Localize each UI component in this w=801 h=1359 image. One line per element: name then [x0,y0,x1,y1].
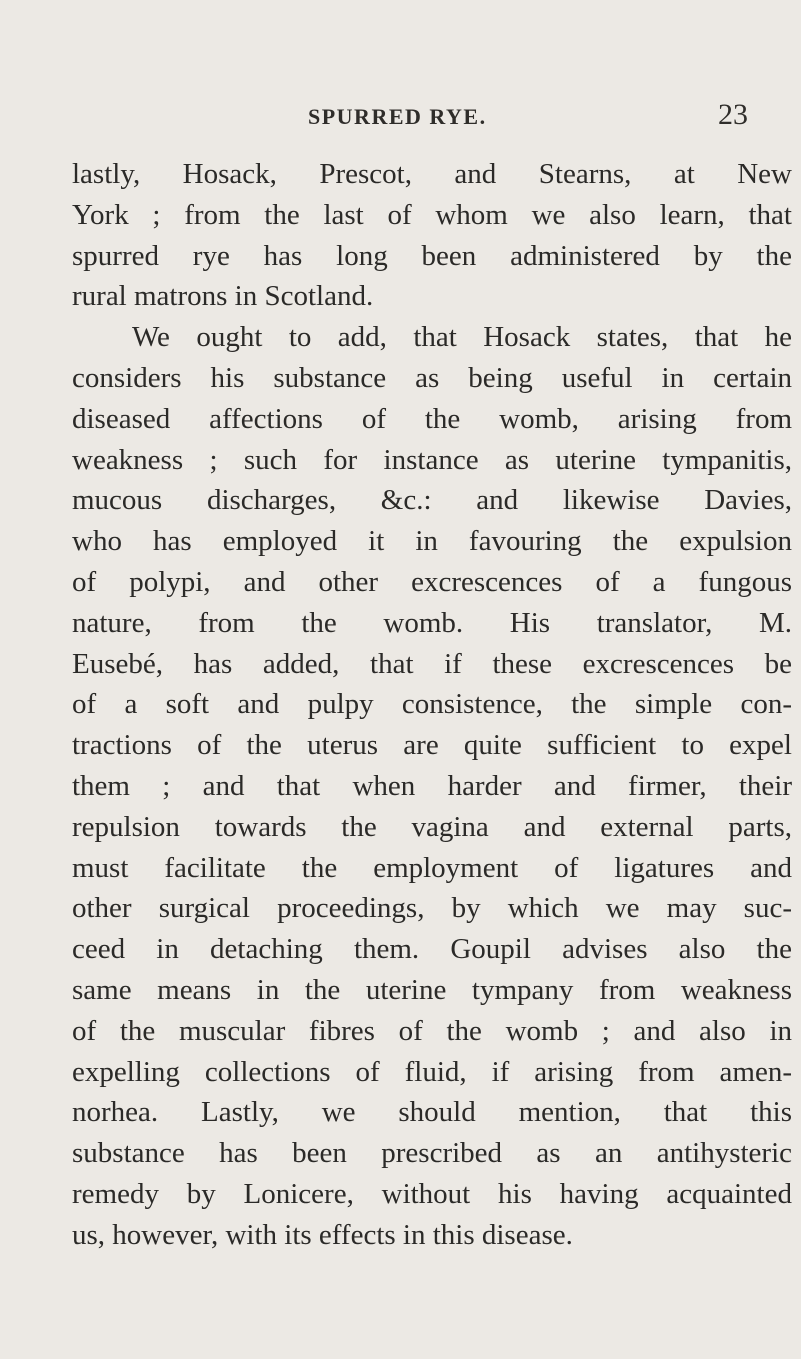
body-text [72,154,792,1256]
text-line-paragraph-start: We ought to add, that Hosack states, that he [132,321,792,354]
text-line: of a soft and pulpy consistence, the simple con- [72,688,792,721]
text-line: remedy by Lonicere, without his having acquainted [72,1177,792,1210]
text-line: must facilitate the employment of ligatures and [72,851,792,884]
text-line: them ; and that when harder and firmer, their [72,769,792,802]
text-line: same means in the uterine tympany from weakness [72,973,792,1006]
text-line: ceed in detaching them. Goupil advises also the [72,933,792,966]
text-line: norhea. Lastly, we should mention, that this [72,1096,792,1129]
text-line: substance has been prescribed as an antihysteric [72,1137,792,1170]
text-line: us, however, with its effects in this disease. [72,1218,573,1251]
text-line: mucous discharges, &c.: and likewise Davies, [72,484,792,517]
text-line: repulsion towards the vagina and external parts, [72,810,792,843]
text-line: considers his substance as being useful in certain [72,361,792,394]
text-line: lastly, Hosack, Prescot, and Stearns, at New [72,158,792,190]
text-line: nature, from the womb. His translator, M. [72,606,792,639]
text-line: other surgical proceedings, by which we may suc- [72,892,792,925]
text-line: of polypi, and other excrescences of a fungous [72,565,792,598]
text-line: of the muscular fibres of the womb ; and also in [72,1014,792,1047]
text-line: Eusebé, has added, that if these excrescences be [72,647,792,680]
text-line: diseased affections of the womb, arising from [72,402,792,435]
text-line: expelling collections of fluid, if arising from amen- [72,1055,792,1088]
text-line: weakness ; such for instance as uterine tympanitis, [72,443,792,476]
page-number: 23 [718,98,748,131]
text-line: York ; from the last of whom we also learn, that [72,198,792,231]
text-line: rural matrons in Scotland. [72,280,374,313]
text-line: spurred rye has long been administered by the [72,239,792,272]
text-line: who has employed it in favouring the expulsion [72,525,792,558]
running-title: SPURRED RYE. [308,104,487,129]
text-line: tractions of the uterus are quite sufficient to expel [72,729,792,762]
